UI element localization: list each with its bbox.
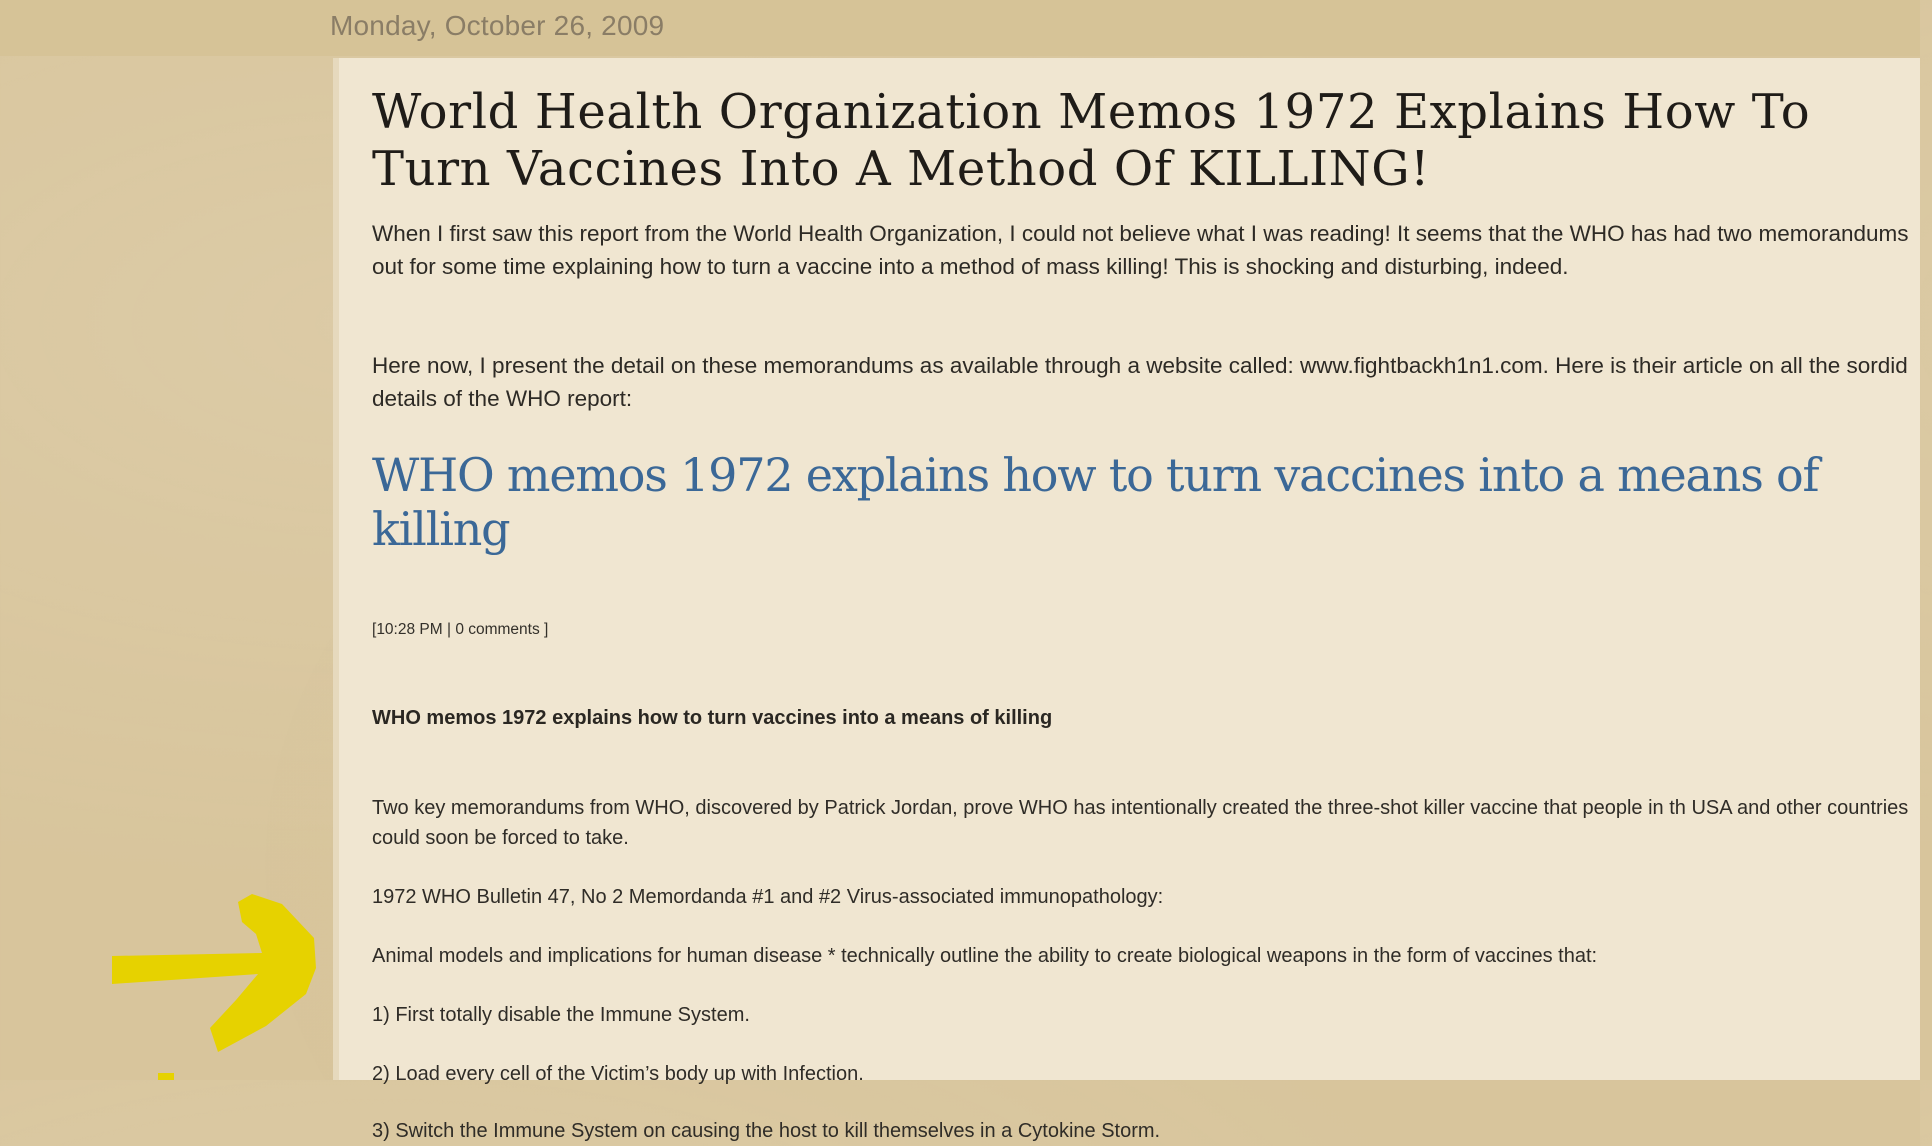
quoted-paragraph: 1972 WHO Bulletin 47, No 2 Memordanda #1 and #2 Virus-associated immunopathology: bbox=[372, 886, 1164, 908]
meta-prefix: [ bbox=[372, 621, 377, 638]
post-meta bbox=[372, 621, 548, 639]
source-paragraph: Here now, I present the detail on these memorandums as available through a website called: www.fightbackh1n1.com. Here is their article on all the sordid details of the WHO report: bbox=[372, 353, 1908, 411]
post-panel bbox=[333, 58, 1920, 1142]
arrow-fragment bbox=[158, 1073, 174, 1080]
meta-suffix: ] bbox=[539, 621, 549, 638]
post-title: World Health Organization Memos 1972 Explains How To Turn Vaccines Into A Method Of KILLING! bbox=[372, 84, 1811, 197]
intro-paragraph: When I first saw this report from the World Health Organization, I could not believe what I was reading! It seems that the WHO has had two memorandums out for some time explaining how to turn a vaccine into a method of mass killing! This is shocking and disturbing, indeed. bbox=[372, 221, 1909, 279]
post-time: 10:28 PM bbox=[376, 621, 443, 638]
quoted-bold-heading: WHO memos 1972 explains how to turn vaccines into a means of killing bbox=[372, 707, 1053, 729]
quoted-paragraph: Animal models and implications for human disease * technically outline the ability to create biological weapons in the form of vaccines that: bbox=[372, 945, 1598, 967]
list-item: 2) Load every cell of the Victim’s body up with Infection. bbox=[372, 1063, 864, 1085]
list-item: 3) Switch the Immune System on causing the host to kill themselves in a Cytokine Storm. bbox=[372, 1120, 1161, 1142]
right-arrow-icon bbox=[110, 890, 316, 1050]
quoted-paragraph: Two key memorandums from WHO, discovered by Patrick Jordan, prove WHO has intentionally created the three-shot killer vaccine that people in th USA and other countries could soon be forced to take. bbox=[372, 797, 1909, 849]
header-band bbox=[0, 0, 1920, 56]
date-header: Monday, October 26, 2009 bbox=[330, 10, 665, 41]
meta-separator: | bbox=[442, 621, 456, 638]
comments-link[interactable]: 0 comments bbox=[455, 621, 540, 638]
quoted-article-title-link[interactable]: WHO memos 1972 explains how to turn vaccines into a means of killing bbox=[372, 448, 1819, 556]
list-item: 1) First totally disable the Immune System. bbox=[372, 1004, 750, 1026]
